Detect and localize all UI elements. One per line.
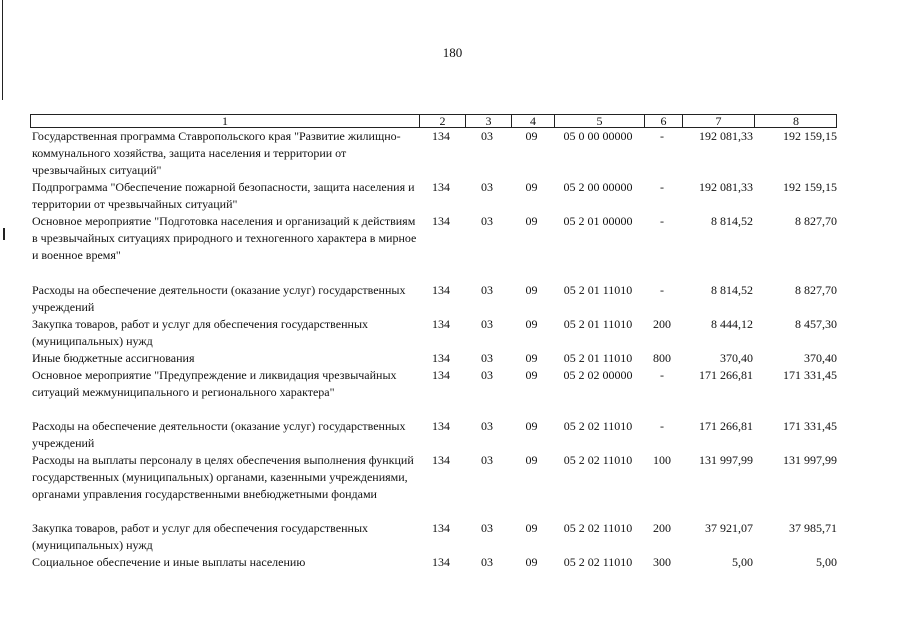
row-col-4: 09: [525, 555, 538, 569]
row-col-3: 03: [481, 214, 493, 228]
row-col-4: 09: [525, 368, 538, 382]
scan-edge-mark: [3, 228, 5, 240]
row-col-4: 09: [525, 214, 538, 228]
header-col-3: 3: [465, 115, 511, 127]
row-col-5: 05 2 02 11010: [563, 555, 633, 569]
row-col-3: 03: [481, 129, 493, 143]
row-col-4: 09: [525, 283, 538, 297]
row-col-3: 03: [481, 351, 493, 365]
row-col-3: 03: [481, 555, 493, 569]
header-col-6: 6: [644, 115, 682, 127]
row-col-2: 134: [432, 453, 450, 467]
row-col-3: 03: [481, 368, 493, 382]
row-col-7: 192 081,33: [699, 180, 753, 194]
row-col-7: 171 266,81: [699, 368, 753, 382]
row-name: Основное мероприятие "Предупреждение и ликвидация чрезвычайных ситуаций межмуниципального и регионального характера": [32, 368, 397, 399]
row-name: Расходы на выплаты персоналу в целях обеспечения выполнения функций государственных (муниципальных) органами, казенными учреждениями, органами управления государственными внебюджетными фондами: [32, 453, 414, 501]
row-col-7: 192 081,33: [699, 129, 753, 143]
row-col-6: -: [660, 283, 664, 297]
row-col-6: 200: [653, 521, 671, 535]
row-col-6: -: [660, 419, 664, 433]
row-col-6: -: [660, 214, 664, 228]
row-col-8: 192 159,15: [783, 129, 837, 143]
row-col-8: 171 331,45: [783, 368, 837, 382]
row-col-3: 03: [481, 521, 493, 535]
row-name: Иные бюджетные ассигнования: [32, 351, 195, 365]
row-col-3: 03: [481, 317, 493, 331]
row-col-2: 134: [432, 555, 450, 569]
row-col-8: 171 331,45: [783, 419, 837, 433]
row-col-8: 8 827,70: [795, 214, 837, 228]
header-col-2: 2: [419, 115, 465, 127]
row-col-3: 03: [481, 419, 493, 433]
row-col-4: 09: [525, 180, 538, 194]
row-name: Социальное обеспечение и иные выплаты населению: [32, 555, 306, 569]
row-col-5: 05 2 02 11010: [563, 521, 633, 535]
row-col-3: 03: [481, 180, 493, 194]
header-col-1: 1: [222, 114, 228, 128]
row-col-8: 370,40: [804, 351, 837, 365]
row-col-4: 09: [525, 521, 538, 535]
row-col-5: 05 0 00 00000: [563, 129, 633, 143]
row-col-2: 134: [432, 214, 450, 228]
row-col-5: 05 2 01 11010: [563, 317, 633, 331]
row-col-7: 8 814,52: [711, 283, 753, 297]
row-col-7: 131 997,99: [699, 453, 753, 467]
table-header-row: [30, 114, 837, 128]
row-col-8: 5,00: [816, 555, 837, 569]
row-col-4: 09: [525, 453, 538, 467]
row-col-7: 8 814,52: [711, 214, 753, 228]
row-col-6: 800: [653, 351, 671, 365]
row-col-7: 5,00: [732, 555, 753, 569]
row-col-2: 134: [432, 129, 450, 143]
row-name: Расходы на обеспечение деятельности (оказание услуг) государственных учреждений: [32, 283, 406, 314]
row-name: Государственная программа Ставропольского края "Развитие жилищно-коммунального хозяйства, защита населения и территории от чрезвычайных ситуаций": [32, 129, 401, 177]
page-number: 180: [442, 45, 463, 60]
row-name: Закупка товаров, работ и услуг для обеспечения государственных (муниципальных) нужд: [32, 317, 369, 348]
row-col-6: -: [660, 129, 664, 143]
row-col-8: 8 827,70: [795, 283, 837, 297]
row-col-8: 8 457,30: [795, 317, 837, 331]
row-name: Подпрограмма "Обеспечение пожарной безопасности, защита населения и территории от чрезвычайных ситуаций": [32, 180, 415, 211]
row-col-5: 05 2 00 00000: [563, 180, 633, 194]
row-col-6: 300: [653, 555, 671, 569]
row-col-3: 03: [481, 453, 493, 467]
row-col-7: 370,40: [720, 351, 753, 365]
row-col-5: 05 2 02 00000: [563, 368, 633, 382]
row-name: Основное мероприятие "Подготовка населения и организаций к действиям в чрезвычайных ситуациях природного и техногенного характера в мирное и военное время": [32, 214, 417, 262]
row-col-2: 134: [432, 419, 450, 433]
row-col-6: -: [660, 368, 664, 382]
row-col-3: 03: [481, 283, 493, 297]
row-col-8: 192 159,15: [783, 180, 837, 194]
header-col-5: 5: [554, 115, 644, 127]
row-col-8: 37 985,71: [789, 521, 837, 535]
row-col-6: 200: [653, 317, 671, 331]
row-col-4: 09: [525, 351, 538, 365]
row-col-2: 134: [432, 283, 450, 297]
row-col-6: 100: [653, 453, 671, 467]
budget-table: [30, 114, 837, 569]
row-col-5: 05 2 02 11010: [563, 453, 633, 467]
row-col-5: 05 2 01 11010: [563, 351, 633, 365]
row-col-7: 8 444,12: [711, 317, 753, 331]
row-col-2: 134: [432, 180, 450, 194]
row-col-8: 131 997,99: [783, 453, 837, 467]
row-col-4: 09: [525, 419, 538, 433]
row-col-7: 171 266,81: [699, 419, 753, 433]
header-col-4: 4: [511, 115, 554, 127]
header-col-7: 7: [682, 115, 754, 127]
row-name: Закупка товаров, работ и услуг для обеспечения государственных (муниципальных) нужд: [32, 521, 369, 552]
row-col-5: 05 2 01 00000: [563, 214, 633, 228]
row-col-5: 05 2 01 11010: [563, 283, 633, 297]
header-col-8: 8: [754, 115, 837, 127]
row-col-2: 134: [432, 351, 450, 365]
row-col-2: 134: [432, 317, 450, 331]
row-name: Расходы на обеспечение деятельности (оказание услуг) государственных учреждений: [32, 419, 406, 450]
row-col-4: 09: [525, 129, 538, 143]
row-col-6: -: [660, 180, 664, 194]
row-col-2: 134: [432, 368, 450, 382]
row-col-4: 09: [525, 317, 538, 331]
row-col-5: 05 2 02 11010: [563, 419, 633, 433]
row-col-2: 134: [432, 521, 450, 535]
row-col-7: 37 921,07: [705, 521, 753, 535]
